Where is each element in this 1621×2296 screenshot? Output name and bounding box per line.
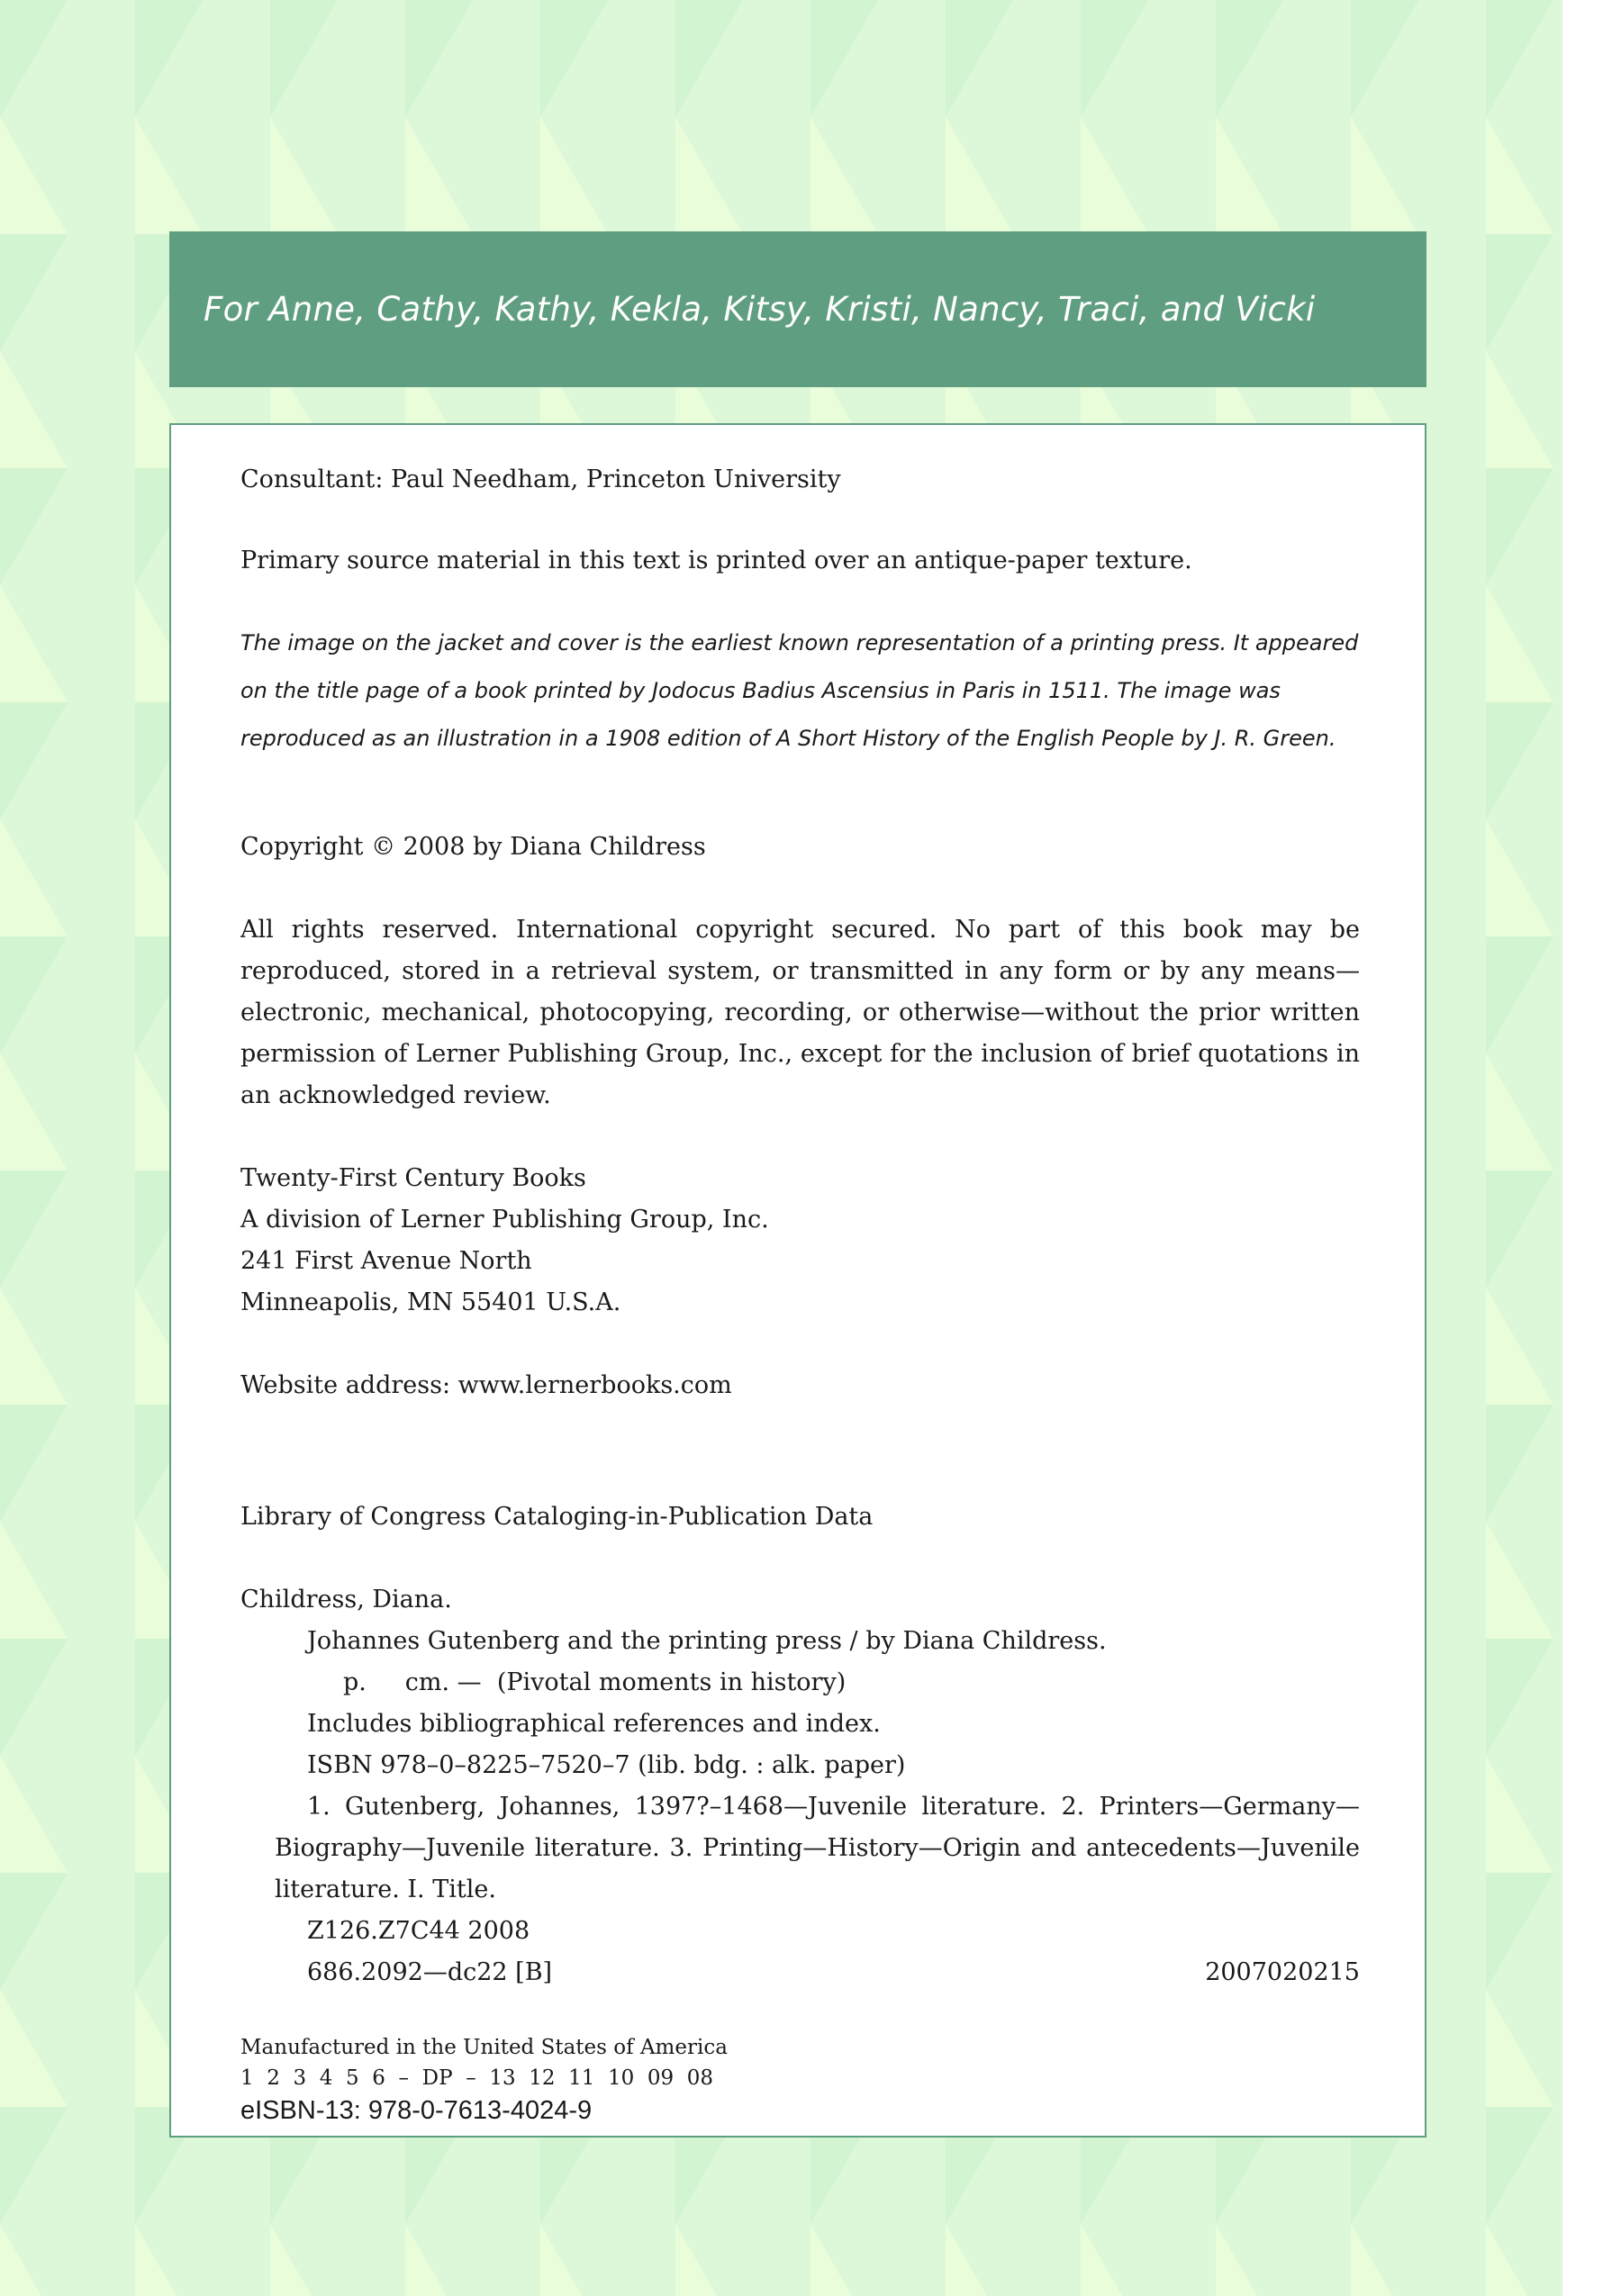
cip-dewey-row bbox=[240, 1952, 1360, 1993]
primary-source-note: Primary source material in this text is printed over an antique-paper texture. bbox=[240, 547, 1192, 574]
rights-statement: All rights reserved. International copyright secured. No part of this book may be reproduced, stored in a retrieval system, or transmitted in any form or by any means—electronic, mechanical, photocopying, recording, or otherwise—without the prior written permission of Lerner Publishing Group, Inc., except for the inclusion of brief quotations in an acknowledged review. bbox=[240, 916, 1360, 1109]
publisher-line: Minneapolis, MN 55401 U.S.A. bbox=[240, 1288, 621, 1316]
manufactured: Manufactured in the United States of America bbox=[240, 2036, 728, 2059]
dedication-banner bbox=[169, 231, 1426, 387]
cip-lccn: 2007020215 bbox=[1205, 1958, 1360, 1986]
cip-isbn: ISBN 978–0–8225–7520–7 (lib. bdg. : alk. paper) bbox=[307, 1751, 906, 1779]
publisher-line: A division of Lerner Publishing Group, Inc. bbox=[240, 1206, 769, 1234]
cip-dewey: 686.2092—dc22 [B] bbox=[307, 1958, 553, 1986]
cip-lc-class: Z126.Z7C44 2008 bbox=[307, 1917, 530, 1945]
website: Website address: www.lernerbooks.com bbox=[240, 1371, 732, 1399]
cip-subjects: 1. Gutenberg, Johannes, 1397?–1468—Juvenile literature. 2. Printers—Germany—Biography—Juvenile literature. 3. Printing—History—Origin and antecedents—Juvenile literature. I. Title. bbox=[275, 1793, 1360, 1903]
copyright: Copyright © 2008 by Diana Childress bbox=[240, 833, 706, 861]
cip-record bbox=[240, 1579, 1360, 1993]
printing-line: 1 2 3 4 5 6 – DP – 13 12 11 10 09 08 bbox=[240, 2066, 714, 2090]
copyright-box bbox=[169, 423, 1426, 2138]
cip-notes: Includes bibliographical references and index. bbox=[307, 1710, 881, 1738]
cip-physical: p. cm. — (Pivotal moments in history) bbox=[343, 1668, 847, 1696]
eisbn: eISBN-13: 978-0-7613-4024-9 bbox=[240, 2096, 593, 2125]
publisher-address bbox=[240, 1158, 1360, 1324]
image-note: The image on the jacket and cover is the earliest known representation of a printing press. It appeared on the title page of a book printed by Jodocus Badius Ascensius in Paris in 1511. The image was reproduced as an illustration in a 1908 edition of A Short History of the English People by J. R. Green. bbox=[240, 630, 1359, 751]
publisher-line: 241 First Avenue North bbox=[240, 1247, 532, 1275]
consultant: Consultant: Paul Needham, Princeton University bbox=[240, 466, 841, 493]
dedication: For Anne, Cathy, Kathy, Kekla, Kitsy, Kristi, Nancy, Traci, and Vicki bbox=[204, 290, 1316, 329]
cip-title: Johannes Gutenberg and the printing press / by Diana Childress. bbox=[307, 1627, 1107, 1655]
publisher-line: Twenty-First Century Books bbox=[240, 1164, 586, 1192]
cip-author: Childress, Diana. bbox=[240, 1586, 452, 1614]
cip-heading: Library of Congress Cataloging-in-Publication Data bbox=[240, 1503, 874, 1531]
